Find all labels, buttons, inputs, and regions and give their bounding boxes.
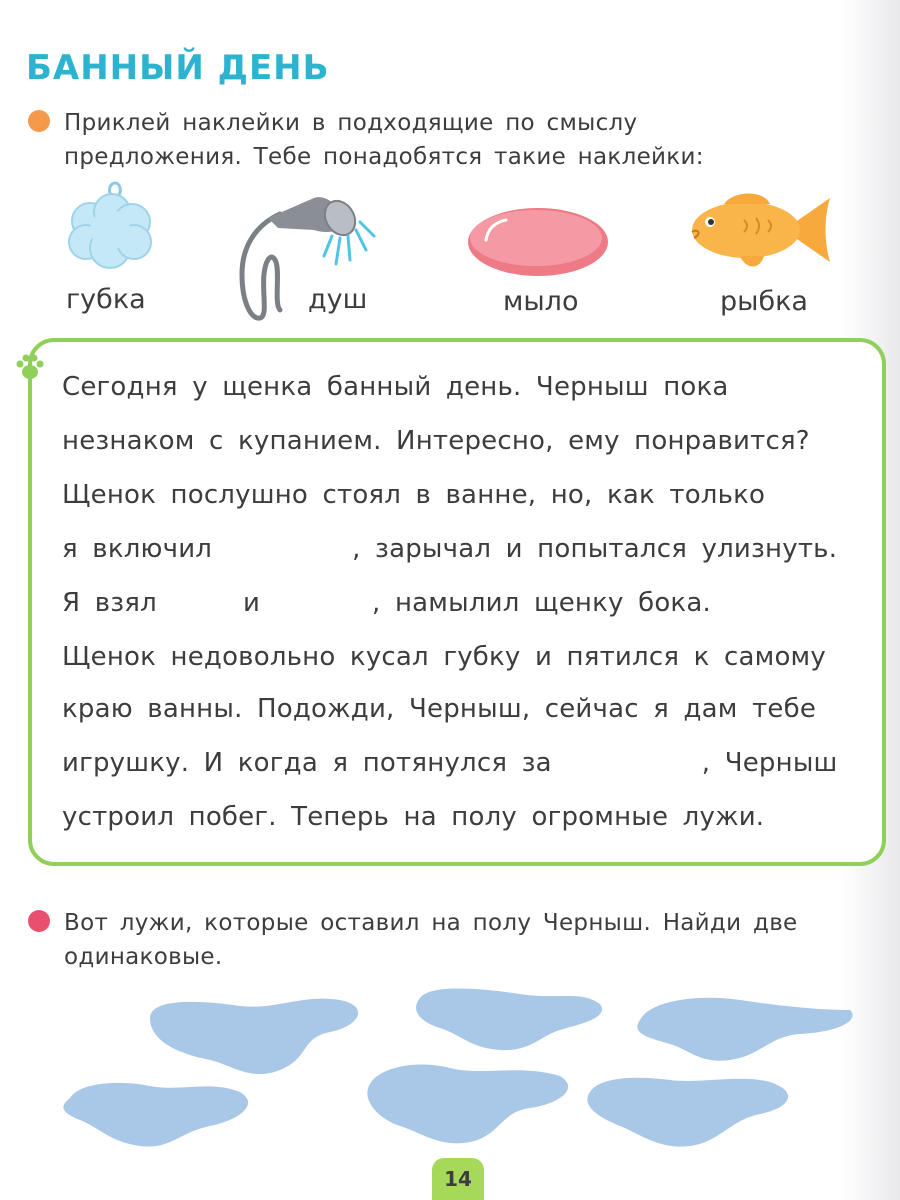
fish-icon (684, 188, 834, 276)
sticker-label-fish: рыбка (720, 286, 808, 317)
puddle[interactable] (587, 1078, 788, 1147)
story-text: я включил (62, 534, 213, 564)
story-line (62, 588, 711, 618)
pink-bullet-icon (28, 910, 50, 932)
story-text: , намылил щенку бока. (372, 588, 711, 618)
sticker-label-sponge: губка (66, 284, 146, 315)
task1-line: Приклей наклейки в подходящие по смыслу (64, 110, 638, 136)
story-line (62, 534, 837, 564)
sponge-icon (60, 176, 160, 280)
task2-line: одинаковые. (64, 944, 223, 970)
story-line: незнаком с купанием. Интересно, ему понравится? (62, 426, 810, 456)
puddles-area (0, 980, 900, 1160)
page-number-badge (432, 1158, 484, 1200)
soap-icon (466, 204, 610, 284)
task2-text (64, 906, 798, 974)
task1-text (64, 106, 704, 174)
story-text: , зарычал и попытался улизнуть. (352, 534, 838, 564)
story-text: и (242, 588, 261, 618)
puddle[interactable] (416, 989, 602, 1051)
puddle[interactable] (63, 1083, 248, 1147)
sticker-label-soap: мыло (503, 286, 579, 317)
story-line: Щенок недовольно кусал губку и пятился к самому (62, 642, 826, 672)
sticker-label-shower: душ (308, 284, 368, 315)
task2-line: Вот лужи, которые оставил на полу Черныш. Найди две (64, 910, 798, 936)
story-line: краю ванны. Подожди, Черныш, сейчас я дам тебе (62, 694, 817, 724)
orange-bullet-icon (28, 110, 50, 132)
page-number: 14 (444, 1167, 472, 1191)
story-text: Я взял (62, 588, 157, 618)
story-line: устроил побег. Теперь на полу огромные лужи. (62, 802, 765, 832)
task2-instruction (28, 906, 798, 974)
story-text: игрушку. И когда я потянулся за (62, 748, 552, 778)
story-text: , Черныш (701, 748, 838, 778)
story-line: Сегодня у щенка банный день. Черныш пока (62, 372, 729, 402)
page-title: БАННЫЙ ДЕНЬ (26, 48, 330, 88)
story-line: Щенок послушно стоял в ванне, но, как только (62, 480, 766, 510)
task1-instruction (28, 106, 704, 174)
puddle[interactable] (150, 999, 358, 1074)
story-line (62, 748, 838, 778)
puddle[interactable] (637, 998, 852, 1061)
task1-line: предложения. Тебе понадобятся такие наклейки: (64, 144, 704, 170)
paw-icon (14, 352, 46, 386)
puddle[interactable] (367, 1065, 568, 1144)
